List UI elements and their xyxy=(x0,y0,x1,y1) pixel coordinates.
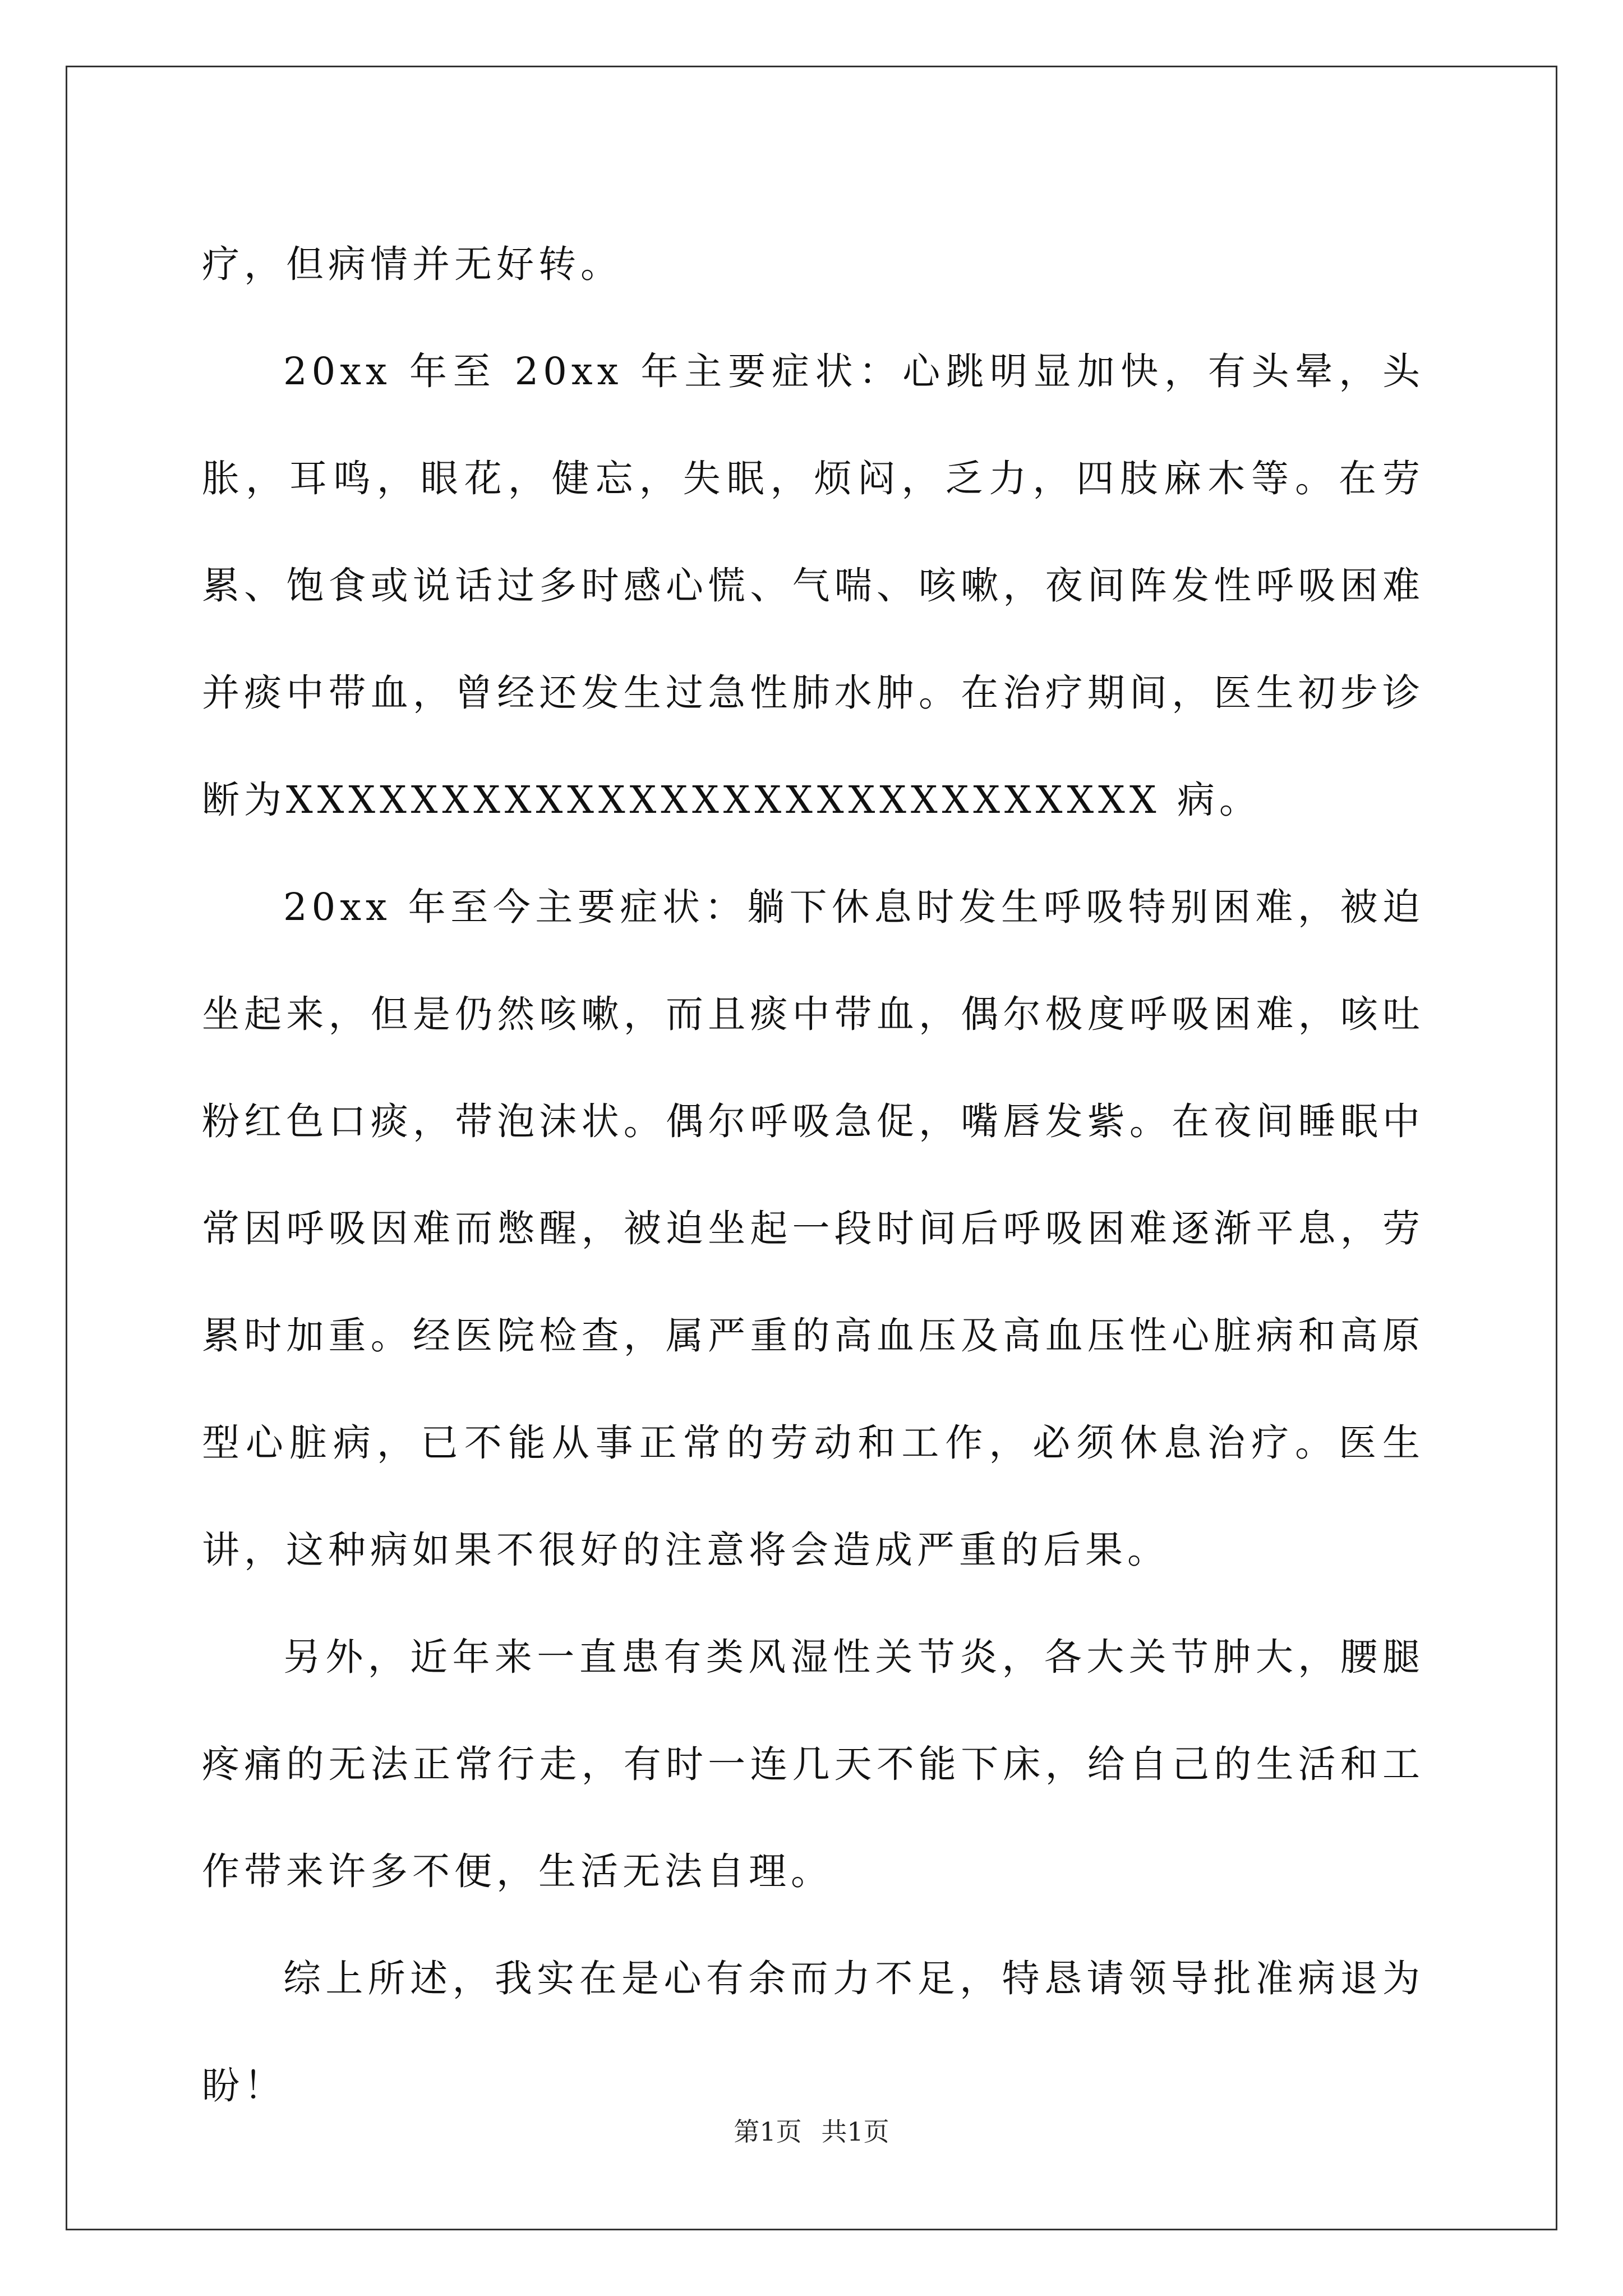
paragraph-5: 综上所述，我实在是心有余而力不足，特恳请领导批准病退为盼！ xyxy=(202,1957,1424,2108)
page-total: 共1页 xyxy=(821,2116,889,2147)
document-body xyxy=(202,211,1424,2139)
paragraph-2: 20xx 年至 20xx 年主要症状：心跳明显加快，有头晕，头胀，耳鸣，眼花，健忘，失眠，烦闷，乏力，四肢麻木等。在劳累、饱食或说话过多时感心慌、气喘、咳嗽，夜间阵发性呼吸困难并痰中带血，曾经还发生过急性肺水肿。在治疗期间，医生初步诊断为XXXXXXXXXXXXXXXXXXXXXXXXXXXX 病。 xyxy=(202,349,1424,822)
paragraph-1: 疗，但病情并无好转。 xyxy=(202,242,623,286)
page-footer xyxy=(0,2115,1623,2148)
paragraph-4: 另外，近年来一直患有类风湿性关节炎，各大关节肿大，腰腿疼痛的无法正常行走，有时一连几天不能下床，给自己的生活和工作带来许多不便，生活无法自理。 xyxy=(202,1635,1424,1893)
page-number: 第1页 xyxy=(734,2116,802,2147)
paragraph-3: 20xx 年至今主要症状：躺下休息时发生呼吸特别困难，被迫坐起来，但是仍然咳嗽，而且痰中带血，偶尔极度呼吸困难，咳吐粉红色口痰，带泡沫状。偶尔呼吸急促，嘴唇发紫。在夜间睡眠中常因呼吸因难而憋醒，被迫坐起一段时间后呼吸困难逐渐平息，劳累时加重。经医院检查，属严重的高血压及高血压性心脏病和高原型心脏病，已不能从事正常的劳动和工作，必须休息治疗。医生讲，这种病如果不很好的注意将会造成严重的后果。 xyxy=(202,885,1424,1572)
